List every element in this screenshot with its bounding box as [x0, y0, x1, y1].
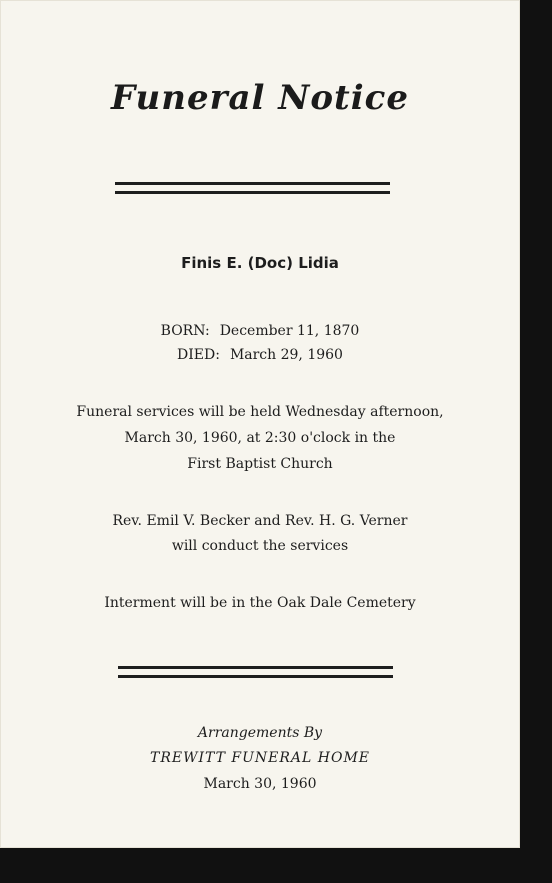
notice-title: Funeral Notice	[110, 78, 410, 118]
deceased-name: Finis E. (Doc) Lidia	[181, 254, 339, 272]
died-label: DIED:	[177, 347, 220, 363]
officiants-line-1: Rev. Emil V. Becker and Rev. H. G. Verner	[112, 513, 408, 529]
scan-border-bottom	[0, 848, 552, 883]
services-line-3: First Baptist Church	[187, 456, 333, 472]
rule-line	[115, 191, 390, 194]
bottom-double-rule	[118, 666, 393, 680]
rule-line	[118, 675, 393, 678]
officiants-line-2: will conduct the services	[171, 538, 349, 554]
services-line-1: Funeral services will be held Wednesday afternoon,	[76, 404, 444, 420]
rule-line	[118, 666, 393, 669]
born-date: December 11, 1870	[219, 323, 360, 339]
funeral-home-name: TREWITT FUNERAL HOME	[149, 750, 371, 766]
top-double-rule	[115, 182, 390, 196]
services-line-2: March 30, 1960, at 2:30 o'clock in the	[124, 430, 396, 446]
arrangements-label: Arrangements By	[197, 725, 323, 741]
notice-date: March 30, 1960	[203, 776, 317, 792]
born-label: BORN:	[160, 323, 210, 339]
scan-border-right	[520, 0, 552, 883]
died-date: March 29, 1960	[229, 347, 343, 363]
interment-line: Interment will be in the Oak Dale Cemetery	[104, 595, 416, 611]
born-line	[0, 323, 520, 339]
died-line	[0, 347, 520, 363]
rule-line	[115, 182, 390, 185]
